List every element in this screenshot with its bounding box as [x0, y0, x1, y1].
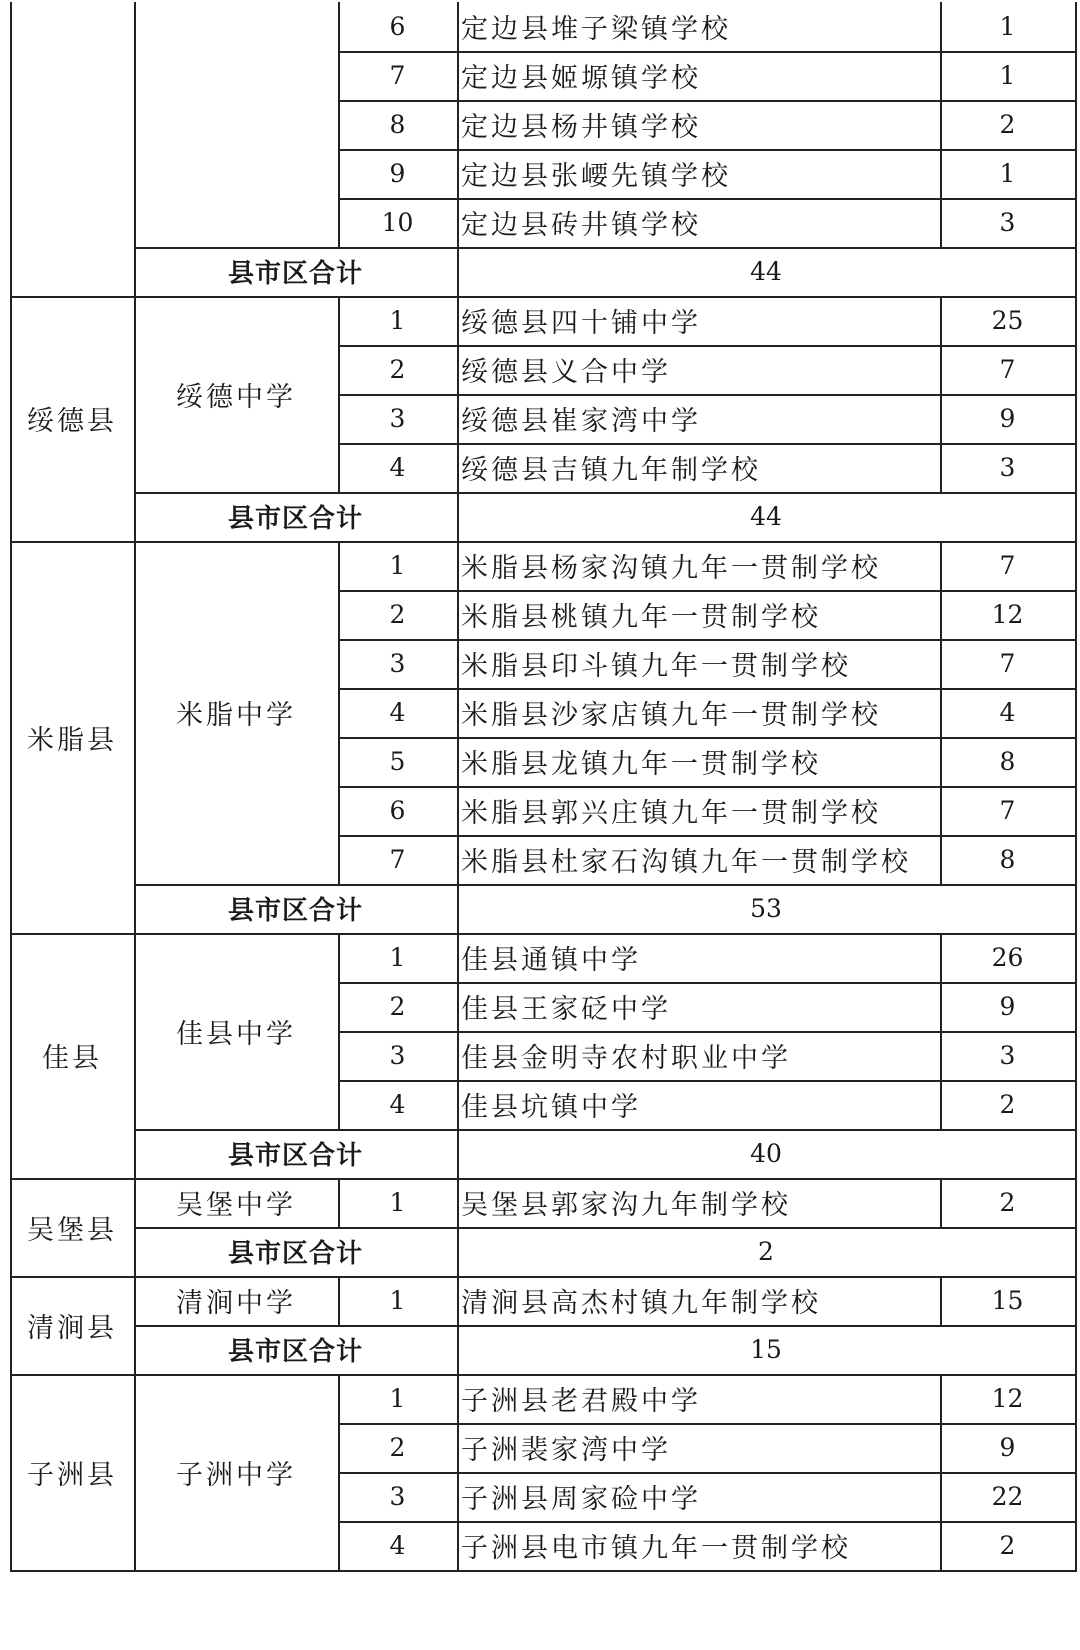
grid-line — [338, 149, 1077, 151]
assigned-school: 米脂中学 — [176, 700, 296, 731]
quota-count: 1 — [999, 12, 1016, 41]
grid-line — [338, 296, 340, 492]
grid-line — [338, 198, 1077, 200]
row-number: 7 — [389, 845, 406, 874]
school-name: 绥德县崔家湾中学 — [461, 406, 701, 437]
grid-line — [134, 1178, 136, 1276]
grid-line — [134, 1276, 136, 1374]
grid-line — [338, 1080, 1077, 1082]
subtotal-value: 53 — [750, 894, 782, 923]
grid-line — [134, 933, 136, 1178]
grid-line — [338, 51, 1077, 53]
grid-line — [940, 933, 942, 1129]
assigned-school: 子洲中学 — [176, 1459, 296, 1491]
quota-count: 3 — [999, 1041, 1016, 1070]
quota-count: 25 — [991, 306, 1024, 335]
school-name: 定边县砖井镇学校 — [461, 210, 701, 241]
subtotal-label: 县市区合计 — [227, 896, 363, 926]
subtotal-label: 县市区合计 — [227, 1239, 363, 1269]
row-number: 1 — [389, 306, 406, 335]
quota-count: 26 — [991, 943, 1024, 972]
row-number: 6 — [389, 12, 406, 41]
county-name: 子洲县 — [27, 1459, 117, 1491]
grid-line — [338, 1276, 340, 1325]
grid-line — [10, 541, 12, 933]
grid-line — [338, 933, 340, 1129]
school-name: 佳县王家砭中学 — [461, 994, 671, 1025]
grid-line — [457, 884, 459, 933]
grid-line — [338, 737, 1077, 739]
row-number: 4 — [389, 453, 406, 482]
quota-count: 3 — [999, 208, 1016, 237]
quota-count: 1 — [999, 159, 1016, 188]
quota-count: 3 — [999, 453, 1016, 482]
quota-count: 7 — [999, 551, 1016, 580]
grid-line — [10, 1276, 12, 1374]
row-number: 3 — [389, 404, 406, 433]
quota-count: 8 — [999, 747, 1016, 776]
row-number: 1 — [389, 1188, 406, 1217]
row-number: 4 — [389, 1531, 406, 1560]
row-number: 10 — [381, 208, 414, 237]
subtotal-label: 县市区合计 — [227, 259, 363, 289]
grid-line — [940, 296, 942, 492]
grid-line — [457, 1129, 459, 1178]
grid-line — [338, 541, 340, 884]
subtotal-value: 15 — [750, 1335, 782, 1364]
county-name — [10, 2, 134, 296]
school-name: 米脂县杨家沟镇九年一贯制学校 — [461, 553, 881, 584]
grid-line — [457, 1227, 459, 1276]
quota-count: 9 — [999, 404, 1016, 433]
grid-line — [1075, 2, 1077, 296]
grid-line — [338, 100, 1077, 102]
grid-line — [134, 541, 136, 933]
grid-line — [338, 1031, 1077, 1033]
row-number: 3 — [389, 1482, 406, 1511]
county-name: 清涧县 — [27, 1312, 117, 1344]
school-name: 清涧县高杰村镇九年制学校 — [461, 1288, 821, 1319]
quota-count: 22 — [991, 1482, 1024, 1511]
grid-line — [338, 1472, 1077, 1474]
assigned-school: 清涧中学 — [176, 1288, 296, 1319]
grid-line — [338, 345, 1077, 347]
quota-count: 9 — [999, 1433, 1016, 1462]
grid-line — [1075, 933, 1077, 1178]
subtotal-label: 县市区合计 — [227, 1337, 363, 1367]
grid-line — [10, 1570, 1077, 1572]
quota-count: 1 — [999, 61, 1016, 90]
school-name: 子洲县周家硷中学 — [461, 1484, 701, 1515]
quota-count: 2 — [999, 1531, 1016, 1560]
school-name: 子洲县电市镇九年一贯制学校 — [461, 1533, 851, 1564]
subtotal-value: 2 — [758, 1237, 774, 1266]
grid-line — [338, 590, 1077, 592]
row-number: 7 — [389, 61, 406, 90]
grid-line — [1075, 1178, 1077, 1276]
grid-line — [940, 541, 942, 884]
grid-line — [940, 1178, 942, 1227]
school-name: 米脂县杜家石沟镇九年一贯制学校 — [461, 847, 911, 878]
school-name: 吴堡县郭家沟九年制学校 — [461, 1190, 791, 1221]
grid-line — [457, 247, 459, 296]
grid-line — [134, 2, 136, 296]
grid-line — [457, 1374, 459, 1570]
grid-line — [10, 1178, 12, 1276]
subtotal-label: 县市区合计 — [227, 1141, 363, 1171]
grid-line — [940, 1374, 942, 1570]
row-number: 3 — [389, 649, 406, 678]
school-name: 绥德县四十铺中学 — [461, 308, 701, 339]
row-number: 2 — [389, 355, 406, 384]
quota-count: 12 — [991, 600, 1024, 629]
school-name: 米脂县龙镇九年一贯制学校 — [461, 749, 821, 780]
county-name: 米脂县 — [27, 724, 117, 756]
grid-line — [457, 1178, 459, 1227]
grid-line — [10, 296, 1077, 298]
quota-count: 9 — [999, 992, 1016, 1021]
quota-count: 12 — [991, 1384, 1024, 1413]
grid-line — [338, 982, 1077, 984]
grid-line — [338, 2, 340, 247]
grid-line — [10, 1374, 1077, 1376]
grid-line — [457, 2, 459, 247]
quota-count: 2 — [999, 110, 1016, 139]
assigned-school — [134, 2, 338, 247]
school-name: 定边县堆子梁镇学校 — [461, 14, 731, 45]
grid-line — [457, 933, 459, 1129]
quota-count: 7 — [999, 649, 1016, 678]
grid-line — [10, 541, 1077, 543]
grid-line — [10, 1178, 1077, 1180]
row-number: 2 — [389, 600, 406, 629]
row-number: 1 — [389, 1286, 406, 1315]
school-name: 定边县张崾先镇学校 — [461, 161, 731, 192]
subtotal-value: 44 — [750, 257, 782, 286]
grid-line — [338, 443, 1077, 445]
grid-line — [338, 394, 1077, 396]
grid-line — [10, 1374, 12, 1570]
grid-line — [338, 1374, 340, 1570]
row-number: 1 — [389, 551, 406, 580]
row-number: 6 — [389, 796, 406, 825]
grid-line — [338, 1178, 340, 1227]
school-name: 绥德县吉镇九年制学校 — [461, 455, 761, 486]
school-name: 佳县通镇中学 — [461, 945, 641, 976]
school-name: 佳县坑镇中学 — [461, 1092, 641, 1123]
row-number: 1 — [389, 1384, 406, 1413]
grid-line — [1075, 1374, 1077, 1570]
row-number: 1 — [389, 943, 406, 972]
assigned-school: 吴堡中学 — [176, 1190, 296, 1221]
grid-line — [10, 933, 12, 1178]
grid-line — [1075, 296, 1077, 541]
grid-line — [1075, 541, 1077, 933]
grid-line — [457, 492, 459, 541]
grid-line — [338, 688, 1077, 690]
school-name: 子洲县老君殿中学 — [461, 1386, 701, 1417]
school-name: 米脂县郭兴庄镇九年一贯制学校 — [461, 798, 881, 829]
quota-count: 15 — [991, 1286, 1024, 1315]
grid-line — [10, 2, 12, 296]
quota-count: 2 — [999, 1090, 1016, 1119]
grid-line — [338, 639, 1077, 641]
row-number: 2 — [389, 1433, 406, 1462]
grid-line — [338, 1423, 1077, 1425]
quota-count: 4 — [999, 698, 1016, 727]
assigned-school: 佳县中学 — [176, 1018, 296, 1050]
subtotal-value: 40 — [750, 1139, 782, 1168]
assigned-school: 绥德中学 — [176, 381, 296, 413]
grid-line — [457, 296, 459, 492]
grid-line — [457, 1325, 459, 1374]
row-number: 4 — [389, 698, 406, 727]
grid-line — [134, 1374, 136, 1570]
quota-count: 2 — [999, 1188, 1016, 1217]
row-number: 3 — [389, 1041, 406, 1070]
school-name: 定边县杨井镇学校 — [461, 112, 701, 143]
grid-line — [10, 933, 1077, 935]
county-name: 佳县 — [42, 1043, 102, 1074]
grid-line — [940, 2, 942, 247]
row-number: 5 — [389, 747, 406, 776]
grid-line — [10, 1276, 1077, 1278]
county-name: 绥德县 — [27, 406, 117, 437]
row-number: 9 — [389, 159, 406, 188]
county-name: 吴堡县 — [27, 1214, 117, 1246]
subtotal-value: 44 — [750, 502, 782, 531]
quota-count: 7 — [999, 355, 1016, 384]
grid-line — [10, 296, 12, 541]
school-name: 米脂县印斗镇九年一贯制学校 — [461, 651, 851, 682]
row-number: 2 — [389, 992, 406, 1021]
row-number: 4 — [389, 1090, 406, 1119]
grid-line — [338, 835, 1077, 837]
school-name: 子洲裴家湾中学 — [461, 1435, 671, 1466]
grid-line — [457, 1276, 459, 1325]
grid-line — [338, 786, 1077, 788]
grid-line — [338, 1521, 1077, 1523]
grid-line — [134, 296, 136, 541]
school-name: 米脂县沙家店镇九年一贯制学校 — [461, 700, 881, 731]
school-name: 米脂县桃镇九年一贯制学校 — [461, 602, 821, 633]
school-name: 佳县金明寺农村职业中学 — [461, 1043, 791, 1074]
subtotal-label: 县市区合计 — [227, 504, 363, 534]
grid-line — [457, 541, 459, 884]
quota-count: 8 — [999, 845, 1016, 874]
quota-count: 7 — [999, 796, 1016, 825]
school-name: 绥德县义合中学 — [461, 357, 671, 388]
grid-line — [1075, 1276, 1077, 1374]
row-number: 8 — [389, 110, 406, 139]
school-name: 定边县姬塬镇学校 — [461, 63, 701, 94]
grid-line — [940, 1276, 942, 1325]
